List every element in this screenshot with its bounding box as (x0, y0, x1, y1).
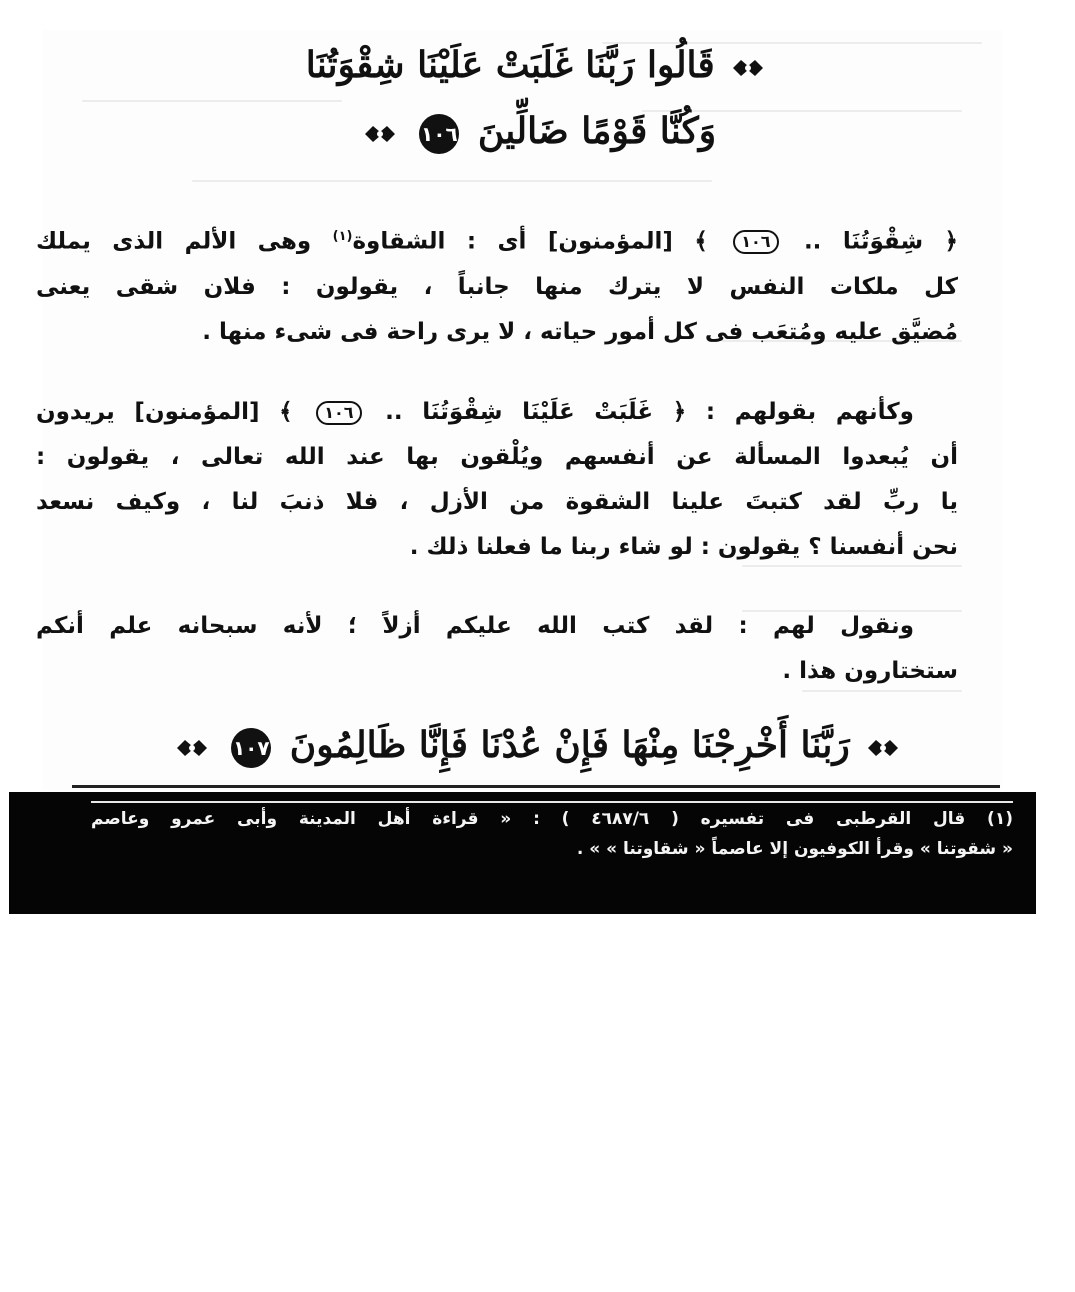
commentary-line: أن يُبعدوا المسألة عن أنفسهم ويُلْقون بها عند الله تعالى ، يقولون : (36, 444, 958, 470)
commentary-line: مُضيَّق عليه ومُتعَب فى كل أمور حياته ، لا يرى راحة فى شىء منها . (202, 318, 958, 345)
footnote-marker: (١) (332, 229, 353, 244)
verse-ornament-icon (731, 57, 765, 79)
ayah-number-badge: ١٠٧ (231, 728, 271, 768)
commentary-paragraph-3 (36, 604, 958, 694)
footnote-line: (١) قال القرطبى فى تفسيره ( ٤٦٨٧/٦ ) : « قراءة أهل المدينة وأبى عمرو وعاصم (91, 809, 1013, 829)
commentary-line: نحن أنفسنا ؟ يقولون : لو شاء ربنا ما فعلنا ذلك . (409, 534, 958, 560)
commentary-line: كل ملكات النفس لا يترك منها جانباً ، يقولون : فلان شقى يعنى (36, 273, 958, 300)
commentary-paragraph-1 (36, 214, 958, 355)
verse-top-text-1: قَالُوا رَبَّنَا غَلَبَتْ عَلَيْنَا شِقْوَتُنَا (305, 44, 715, 86)
quote-open-text: ﴿ شِقْوَتُنَا .. (782, 228, 958, 255)
commentary-line: ونقول لهم : لقد كتب الله عليكم أزلاً ؛ لأنه سبحانه علم أنكم (36, 613, 914, 639)
commentary-line: ستختارون هذا . (782, 658, 958, 684)
footnote-text (91, 804, 1013, 864)
footnote-rule (91, 801, 1013, 803)
surah-ref-text: ﴾ [المؤمنون] أى : الشقاوة (352, 228, 730, 255)
commentary-line (36, 390, 958, 435)
quote-open-text: وكأنهم بقولهم : ﴿ غَلَبَتْ عَلَيْنَا شِقْوَتُنَا .. (365, 399, 914, 425)
verse-ref-badge: ١٠٦ (733, 230, 778, 254)
bleed-through-line (82, 100, 342, 102)
footnote-block (9, 792, 1036, 914)
commentary-paragraph-2 (36, 390, 958, 570)
footnote-line: « شقوتنا » وقرأ الكوفيون إلا عاصماً « شقاوتنا » » . (576, 839, 1013, 859)
surah-ref-text: ﴾ [المؤمنون] يريدون (36, 399, 313, 425)
ayah-number-badge: ١٠٦ (419, 114, 459, 154)
footnote-separator (72, 785, 1000, 788)
verse-ornament-icon (866, 737, 900, 759)
verse-top-line1 (0, 38, 1075, 92)
verse-bottom-text: رَبَّنَا أَخْرِجْنَا مِنْهَا فَإِنْ عُدْنَا فَإِنَّا ظَالِمُونَ (289, 724, 850, 766)
bleed-through-line (192, 180, 712, 182)
verse-ornament-icon (175, 737, 209, 759)
verse-bottom-line (0, 718, 1075, 772)
commentary-line (36, 214, 958, 265)
commentary-line: يا ربِّ لقد كتبتَ علينا الشقوة من الأزل ، فلا ذنبَ لنا ، وكيف نسعد (36, 489, 958, 515)
verse-ref-badge: ١٠٦ (316, 401, 361, 425)
verse-ornament-icon (363, 123, 397, 145)
verse-top-line2 (0, 104, 1075, 158)
verse-top-text-2: وَكُنَّا قَوْمًا ضَالِّينَ (477, 110, 717, 152)
commentary-text: وهى الألم الذى يملك (36, 228, 333, 255)
